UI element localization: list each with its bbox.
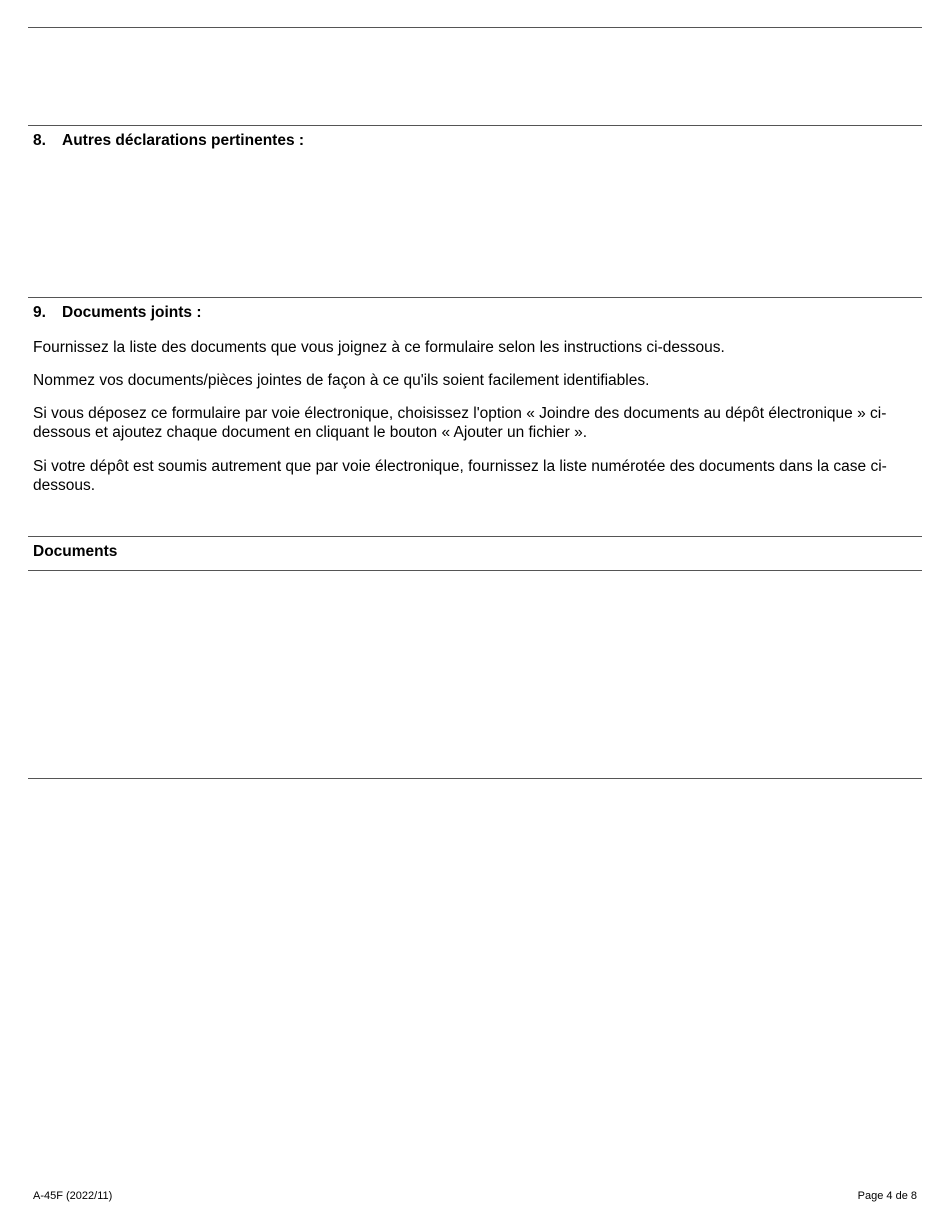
documents-header-divider [28, 570, 922, 571]
documents-box-header: Documents [33, 543, 118, 560]
section-8-number: 8. [33, 132, 46, 149]
instruction-paragraph: Fournissez la liste des documents que vous joignez à ce formulaire selon les instructions ci-dessous. [33, 339, 725, 356]
documents-box-top-border [28, 536, 922, 537]
top-divider [28, 27, 922, 28]
section-8-title: Autres déclarations pertinentes : [62, 132, 305, 149]
instruction-paragraph: Si vous déposez ce formulaire par voie électronique, choisissez l'option « Joindre des documents au dépôt électronique » ci-dessous et ajoutez chaque document en cliquant le bouton « Ajouter un fichier ». [33, 405, 887, 441]
other-statements-text-area[interactable] [28, 155, 922, 295]
section-8-divider [28, 125, 922, 126]
instruction-paragraph: Si votre dépôt est soumis autrement que par voie électronique, fournissez la liste numérotée des documents dans la case ci-dessous. [33, 458, 887, 494]
section-8-heading [33, 132, 304, 150]
section-9-title: Documents joints : [62, 304, 202, 321]
instruction-paragraph: Nommez vos documents/pièces jointes de façon à ce qu'ils soient facilement identifiables. [33, 372, 650, 389]
documents-box-bottom-border [28, 778, 922, 779]
previous-section-text-area[interactable] [28, 29, 922, 124]
section-9-heading [33, 304, 202, 322]
documents-list-text-area[interactable] [28, 572, 922, 776]
section-9-divider [28, 297, 922, 298]
page-number: Page 4 de 8 [857, 1190, 917, 1202]
section-9-number: 9. [33, 304, 46, 321]
form-code: A-45F (2022/11) [33, 1190, 113, 1202]
